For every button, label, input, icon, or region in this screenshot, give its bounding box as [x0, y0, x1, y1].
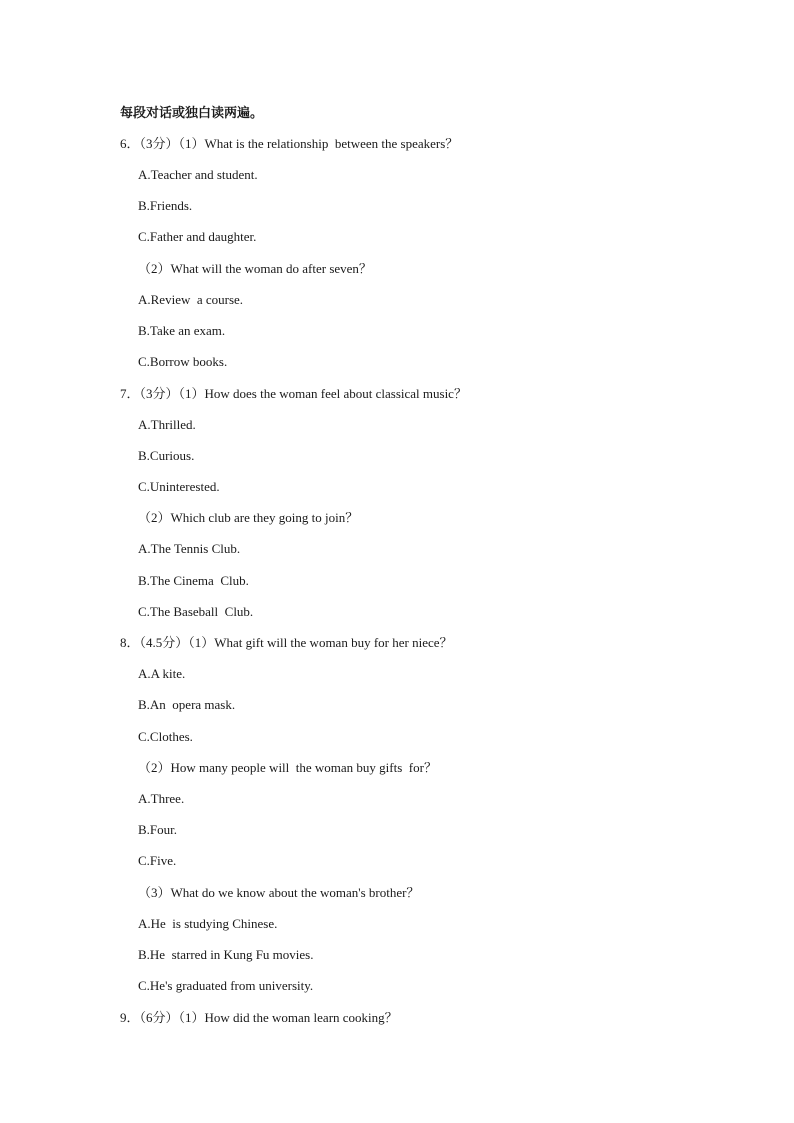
question-6-2-prompt: （2）What will the woman do after seven？ — [138, 261, 372, 276]
question-8-2-option-c: C.Five. — [138, 853, 177, 868]
question-7-2-option-c: C.The Baseball Club. — [138, 604, 254, 619]
question-8-3-option-c: C.He's graduated from university. — [138, 978, 314, 993]
question-7-header: 7．（3分）（1）How does the woman feel about classical music？ — [120, 386, 467, 401]
question-6-2-option-c: C.Borrow books. — [138, 354, 228, 369]
question-8-1-option-b: B.An opera mask. — [138, 697, 236, 712]
question-8-3-option-a: A.He is studying Chinese. — [138, 916, 278, 931]
question-6-2-option-a: A.Review a course. — [138, 292, 244, 307]
question-7-2-option-a: A.The Tennis Club. — [138, 541, 241, 556]
question-6-2-option-b: B.Take an exam. — [138, 323, 226, 338]
question-7-1-option-b: B.Curious. — [138, 448, 195, 463]
question-6-1-option-a: A.Teacher and student. — [138, 167, 258, 182]
question-8-1-option-a: A.A kite. — [138, 666, 186, 681]
question-7-1-option-c: C.Uninterested. — [138, 479, 220, 494]
question-8-header: 8．（4.5分）（1）What gift will the woman buy for her niece？ — [120, 635, 453, 650]
question-7-2-option-b: B.The Cinema Club. — [138, 573, 249, 588]
section-instruction: 每段对话或独白读两遍。 — [120, 105, 264, 120]
question-6-header: 6．（3分）（1）What is the relationship between the speakers？ — [120, 136, 459, 151]
question-8-3-prompt: （3）What do we know about the woman's brother？ — [138, 885, 420, 900]
question-8-2-option-b: B.Four. — [138, 822, 178, 837]
question-8-3-option-b: B.He starred in Kung Fu movies. — [138, 947, 314, 962]
question-7-2-prompt: （2）Which club are they going to join？ — [138, 510, 359, 525]
question-8-1-option-c: C.Clothes. — [138, 729, 193, 744]
question-7-1-option-a: A.Thrilled. — [138, 417, 196, 432]
question-8-2-prompt: （2）How many people will the woman buy gifts for？ — [138, 760, 437, 775]
question-9-header: 9．（6分）（1）How did the woman learn cooking？ — [120, 1010, 398, 1025]
question-6-1-option-c: C.Father and daughter. — [138, 229, 257, 244]
question-8-2-option-a: A.Three. — [138, 791, 185, 806]
question-6-1-option-b: B.Friends. — [138, 198, 193, 213]
